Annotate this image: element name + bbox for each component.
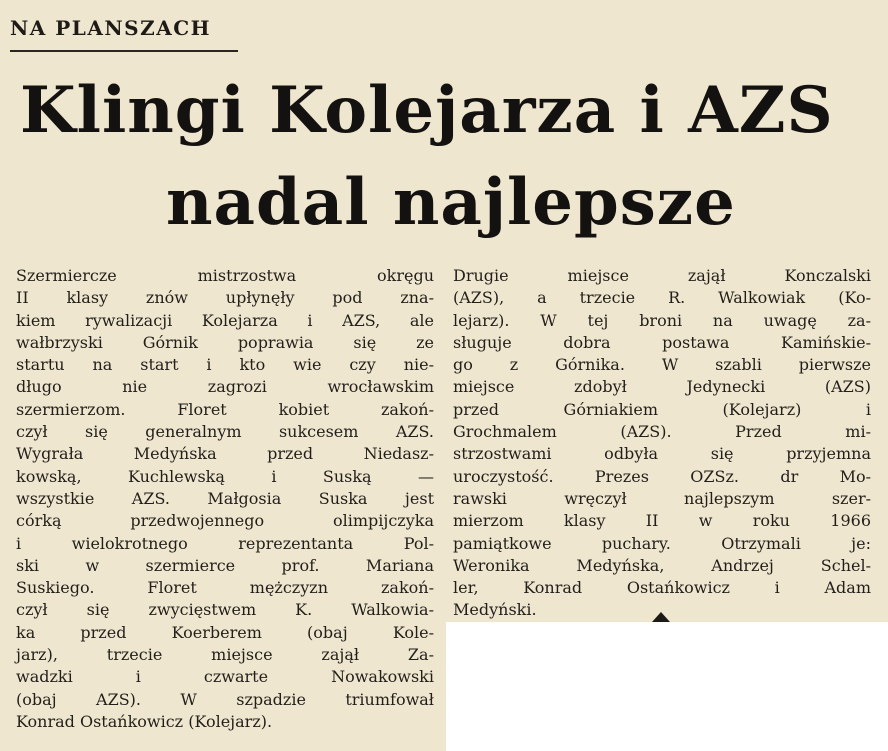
article-text-line: wałbrzyski Górnik poprawia się ze [16,332,434,352]
article-text-line: mierzom klasy II w roku 1966 [453,511,871,531]
article-column-right [453,265,871,622]
headline-line-1: Klingi Kolejarza i AZS [20,73,834,148]
headline-line-2: nadal najlepsze [166,165,736,240]
triangle-up-icon [652,612,670,622]
article-text-line: lejarz). W tej broni na uwagę za- [453,310,871,330]
article-text-line: startu na start i kto wie czy nie- [16,355,434,375]
article-text-line: Medyński. [453,600,537,620]
article-text-line: Grochmalem (AZS). Przed mi- [453,422,871,442]
article-text-line: (AZS), a trzecie R. Walkowiak (Ko- [453,288,871,308]
article-text-line: wadzki i czwarte Nowakowski [16,667,434,687]
article-text-line: II klasy znów upłynęły pod zna- [16,288,434,308]
article-text-line: ski w szermierce prof. Mariana [16,555,434,575]
article-text-line: i wielokrotnego reprezentanta Pol- [16,533,434,553]
article-text-line: ler, Konrad Ostańkowicz i Adam [453,578,871,598]
article-text-line: strzostwami odbyła się przyjemna [453,444,871,464]
article-column-left [16,265,434,733]
article-text-line: kowską, Kuchlewską i Suską — [16,466,434,486]
article-text-line: Suskiego. Floret mężczyzn zakoń- [16,578,434,598]
article-text-line: Konrad Ostańkowicz (Kolejarz). [16,711,273,731]
article-text-line: szermierzom. Floret kobiet zakoń- [16,399,434,419]
article-text-line: przed Górniakiem (Kolejarz) i [453,399,871,419]
article-text-line: długo nie zagrozi wrocławskim [16,377,434,397]
article-text-line: Wygrała Medyńska przed Niedasz- [16,444,434,464]
article-text-line: sługuje dobra postawa Kamińskie- [453,332,871,352]
article-text-line: ka przed Koerberem (obaj Kole- [16,622,434,642]
article-text-line: miejsce zdobył Jedynecki (AZS) [453,377,871,397]
article-text-line: córką przedwojennego olimpijczyka [16,511,434,531]
article-text-line: (obaj AZS). W szpadzie triumfował [16,689,434,709]
article-text-line: wszystkie AZS. Małgosia Suska jest [16,488,434,508]
article-text-line: uroczystość. Prezes OZSz. dr Mo- [453,466,871,486]
article-text-line: kiem rywalizacji Kolejarza i AZS, ale [16,310,434,330]
article-text-line: czył się zwycięstwem K. Walkowia- [16,600,434,620]
article-text-line: czył się generalnym sukcesem AZS. [16,422,434,442]
section-divider [10,50,238,52]
article-text-line: pamiątkowe puchary. Otrzymali je: [453,533,871,553]
article-text-line: Szermiercze mistrzostwa okręgu [16,266,434,285]
article-text-line: Drugie miejsce zajął Konczalski [453,266,871,285]
article-text-line: Weronika Medyńska, Andrzej Schel- [453,555,871,575]
article-text-line: go z Górnika. W szabli pierwsze [453,355,871,375]
section-label: NA PLANSZACH [10,16,212,40]
article-text-line: jarz), trzecie miejsce zajął Za- [16,645,434,665]
article-text-line: rawski wręczył najlepszym szer- [453,488,871,508]
